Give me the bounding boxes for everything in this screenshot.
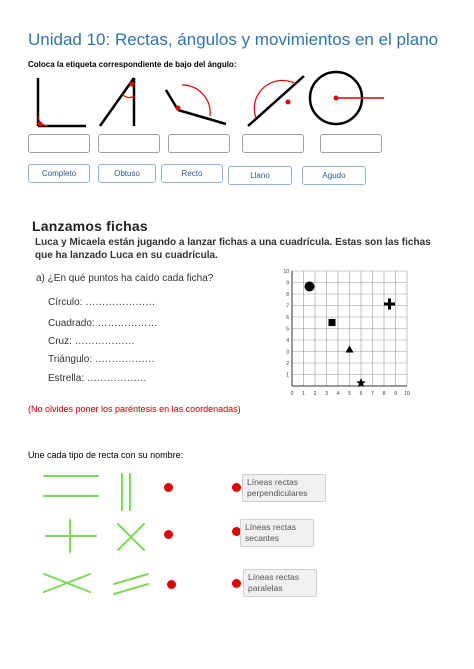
label-chip-recto[interactable]: Recto (161, 164, 223, 183)
parallel-line-e (114, 574, 148, 584)
shape-name: Cruz: (48, 336, 72, 347)
shape-line-square (48, 318, 157, 329)
y-tick-label: 9 (286, 280, 289, 287)
match-dot-left-1[interactable] (164, 483, 173, 492)
match-dot-left-2[interactable] (164, 530, 173, 539)
answer-blank[interactable]: ……………… (74, 336, 135, 347)
shape-line-star (48, 373, 147, 384)
x-tick-label: 4 (336, 391, 340, 397)
fichas-question: a) ¿En qué puntos ha caído cada ficha? (36, 273, 214, 284)
matching-instruction: Une cada tipo de recta con su nombre: (28, 450, 184, 460)
shape-line-triangle (48, 354, 155, 365)
match-dot-left-3[interactable] (167, 580, 176, 589)
answer-blank[interactable]: ……………… (94, 354, 155, 365)
x-tick-label: 5 (348, 391, 351, 397)
straight-angle-figure (248, 76, 304, 126)
match-dot-right-3[interactable] (232, 579, 241, 588)
y-tick-label: 5 (286, 326, 289, 333)
cross-marker-horizontal (384, 303, 395, 306)
parallel-line-f (114, 584, 148, 594)
obtuse-angle-figure (166, 85, 226, 124)
page-title: Unidad 10: Rectas, ángulos y movimientos en el plano (28, 30, 439, 49)
y-tick-label: 8 (286, 292, 289, 298)
shape-name: Cuadrado: (48, 318, 95, 329)
y-tick-label: 10 (283, 269, 289, 275)
name-chip-secantes[interactable]: Líneas rectas secantes (240, 519, 314, 547)
fichas-title: Lanzamos fichas (32, 218, 148, 234)
answer-box-2[interactable] (98, 134, 160, 153)
shape-name: Estrella: (48, 373, 85, 384)
x-tick-label: 8 (382, 391, 386, 397)
coordinate-grid (280, 262, 416, 400)
fichas-intro: Luca y Micaela están jugando a lanzar fichas a una cuadrícula. Estas son las fichas que ha lanzado Luca en su cuadrícula. (35, 237, 431, 261)
y-tick-label: 6 (286, 315, 289, 321)
y-tick-label: 2 (286, 361, 289, 367)
shape-line-circle (48, 297, 155, 308)
match-dot-right-1[interactable] (232, 483, 241, 492)
shape-line-cross (48, 336, 135, 347)
line-figures (40, 470, 160, 620)
y-tick-label: 1 (286, 372, 289, 379)
angle-figures (28, 70, 448, 132)
answer-box-5[interactable] (320, 134, 382, 153)
x-tick-label: 7 (371, 391, 374, 397)
right-angle-figure (38, 78, 87, 127)
shape-name: Círculo: (48, 297, 83, 308)
answer-box-1[interactable] (28, 134, 90, 153)
y-tick-label: 3 (286, 349, 289, 356)
label-chip-agudo[interactable]: Agudo (302, 166, 366, 185)
coordinates-note: (No olvides poner los paréntesis en las coordenadas) (28, 404, 241, 414)
name-chip-paralelas[interactable]: Líneas rectas paralelas (243, 569, 317, 597)
acute-angle-figure (100, 78, 135, 126)
x-tick-label: 10 (404, 391, 410, 397)
x-tick-label: 9 (394, 391, 397, 397)
x-tick-label: 2 (313, 391, 317, 397)
x-tick-label: 0 (290, 391, 294, 397)
answer-blank[interactable]: ……………… (86, 373, 147, 384)
shape-name: Triángulo: (48, 354, 93, 365)
circle-marker (305, 282, 315, 292)
answer-blank[interactable]: ………………… (85, 297, 156, 308)
angle-instruction: Coloca la etiqueta correspondiente de bajo del ángulo: (28, 60, 237, 69)
answer-box-4[interactable] (242, 134, 304, 153)
x-tick-label: 1 (302, 391, 305, 397)
label-chip-llano[interactable]: Llano (228, 166, 292, 185)
y-tick-label: 7 (286, 303, 289, 310)
answer-box-3[interactable] (168, 134, 230, 153)
triangle-marker (346, 346, 354, 353)
square-marker (329, 319, 336, 326)
x-tick-label: 3 (325, 391, 328, 397)
label-chip-obtuso[interactable]: Obtuso (98, 164, 156, 183)
full-angle-figure (310, 72, 384, 124)
x-tick-label: 6 (359, 391, 363, 397)
label-chip-completo[interactable]: Completo (28, 164, 90, 183)
answer-blank[interactable]: ……………… (97, 318, 158, 329)
y-tick-label: 4 (286, 338, 289, 344)
name-chip-perpendiculares[interactable]: Líneas rectas perpendiculares (242, 474, 326, 502)
